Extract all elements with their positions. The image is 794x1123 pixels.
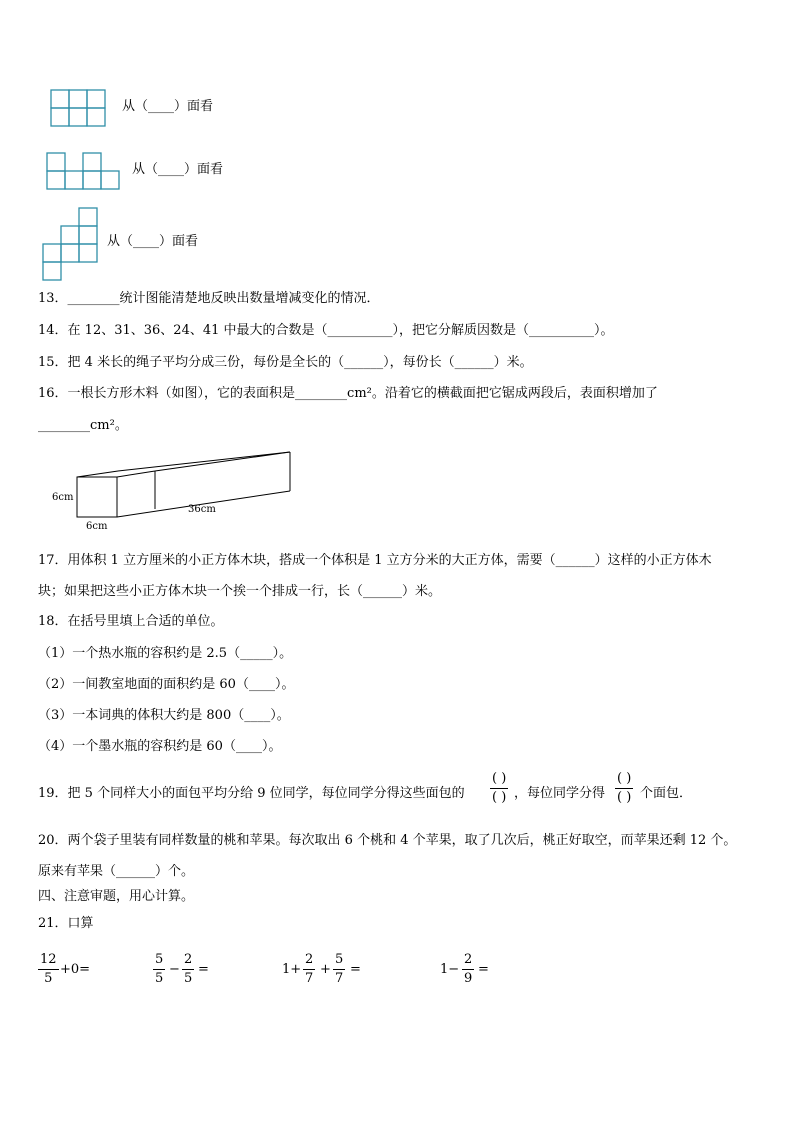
- view-figure-1: [50, 89, 108, 127]
- question-16-line-2: ________cm²。: [38, 418, 128, 433]
- fraction-bar: [333, 969, 345, 970]
- fraction-numerator: 2: [184, 952, 193, 967]
- fraction-denominator: 5: [184, 971, 193, 986]
- fraction-bar: [462, 969, 474, 970]
- calc-2-fraction-2: [182, 953, 194, 986]
- fraction-denominator: 7: [335, 971, 344, 986]
- view-figure-2: [46, 152, 124, 190]
- cuboid-height-label: 6cm: [52, 492, 74, 503]
- question-20-line-1: 20．两个袋子里装有同样数量的桃和苹果。每次取出 6 个桃和 4 个苹果，取了几次后，桃正好取空，而苹果还剩 12 个。: [38, 833, 737, 848]
- calc-3-fraction-2: [333, 953, 345, 986]
- fraction-numerator: 12: [40, 952, 57, 967]
- fraction-numerator: ( ): [617, 771, 632, 786]
- view-question-1: 从（____）面看: [122, 99, 214, 114]
- fraction-bar: [303, 969, 315, 970]
- fraction-numerator: 5: [155, 952, 164, 967]
- calc-1-fraction: [38, 953, 59, 986]
- fraction-denominator: ( ): [492, 790, 507, 805]
- fraction-bar: [615, 788, 633, 789]
- view-figure-3: [42, 207, 102, 281]
- question-15: 15．把 4 米长的绳子平均分成三份，每份是全长的（______），每份长（______）米。: [38, 355, 533, 370]
- question-18-item-3: （3）一本词典的体积大约是 800（____）。: [38, 708, 290, 723]
- question-16-line-1: 16．一根长方形木料（如图），它的表面积是________cm²。沿着它的横截面把它锯成两段后，表面积增加了: [38, 386, 658, 401]
- question-18-item-1: （1）一个热水瓶的容积约是 2.5（_____）。: [38, 646, 293, 661]
- cuboid-figure: [40, 448, 300, 533]
- calc-2-fraction-1: [153, 953, 165, 986]
- fraction-bar: [490, 788, 508, 789]
- calc-4-fraction: [462, 953, 474, 986]
- question-17-line-1: 17．用体积 1 立方厘米的小正方体木块，搭成一个体积是 1 立方分米的大正方体，需要（______）这样的小正方体木: [38, 553, 712, 568]
- calc-4-rest: =: [478, 962, 489, 977]
- question-18-item-2: （2）一间教室地面的面积约是 60（____）。: [38, 677, 295, 692]
- calc-3-fraction-1: [303, 953, 315, 986]
- fraction-denominator: 5: [44, 971, 53, 986]
- question-21-title: 21．口算: [38, 916, 94, 931]
- question-14: 14．在 12、31、36、24、41 中最大的合数是（__________），把它分解质因数是（__________）。: [38, 323, 614, 338]
- fraction-numerator: 2: [464, 952, 473, 967]
- question-19-part-2: ，每位同学分得: [514, 786, 606, 801]
- fraction-denominator: ( ): [617, 790, 632, 805]
- fraction-denominator: 5: [155, 971, 164, 986]
- cuboid-width-label: 6cm: [86, 521, 108, 532]
- cuboid-length-label: 36cm: [188, 504, 216, 515]
- fraction-numerator: ( ): [492, 771, 507, 786]
- fraction-denominator: 9: [464, 971, 473, 986]
- question-19-part-1: 19．把 5 个同样大小的面包平均分给 9 位同学，每位同学分得这些面包的: [38, 786, 465, 801]
- question-19-fraction-2: [615, 772, 633, 805]
- question-13: 13．________统计图能清楚地反映出数量增减变化的情况．: [38, 291, 380, 306]
- fraction-bar: [182, 969, 194, 970]
- question-19-fraction-1: [490, 772, 508, 805]
- section-4-heading: 四、注意审题，用心计算。: [38, 889, 195, 904]
- fraction-bar: [153, 969, 165, 970]
- view-question-2: 从（____）面看: [132, 162, 224, 177]
- view-question-3: 从（____）面看: [107, 234, 199, 249]
- calc-3-rest: =: [350, 962, 361, 977]
- calc-3-lead: 1+: [282, 962, 302, 977]
- fraction-bar: [38, 969, 59, 970]
- question-18-title: 18．在括号里填上合适的单位。: [38, 614, 224, 629]
- calc-4-lead: 1−: [440, 962, 460, 977]
- fraction-denominator: 7: [305, 971, 314, 986]
- fraction-numerator: 2: [305, 952, 314, 967]
- calc-1-rest: +0=: [60, 962, 91, 977]
- calc-2-operator: −: [169, 962, 180, 977]
- calc-3-operator: +: [320, 962, 331, 977]
- question-20-line-2: 原来有苹果（______）个。: [38, 864, 195, 879]
- calc-2-rest: =: [198, 962, 209, 977]
- question-17-line-2: 块；如果把这些小正方体木块一个挨一个排成一行，长（______）米。: [38, 584, 442, 599]
- fraction-numerator: 5: [335, 952, 344, 967]
- question-18-item-4: （4）一个墨水瓶的容积约是 60（____）。: [38, 739, 282, 754]
- question-19-part-3: 个面包．: [640, 786, 693, 801]
